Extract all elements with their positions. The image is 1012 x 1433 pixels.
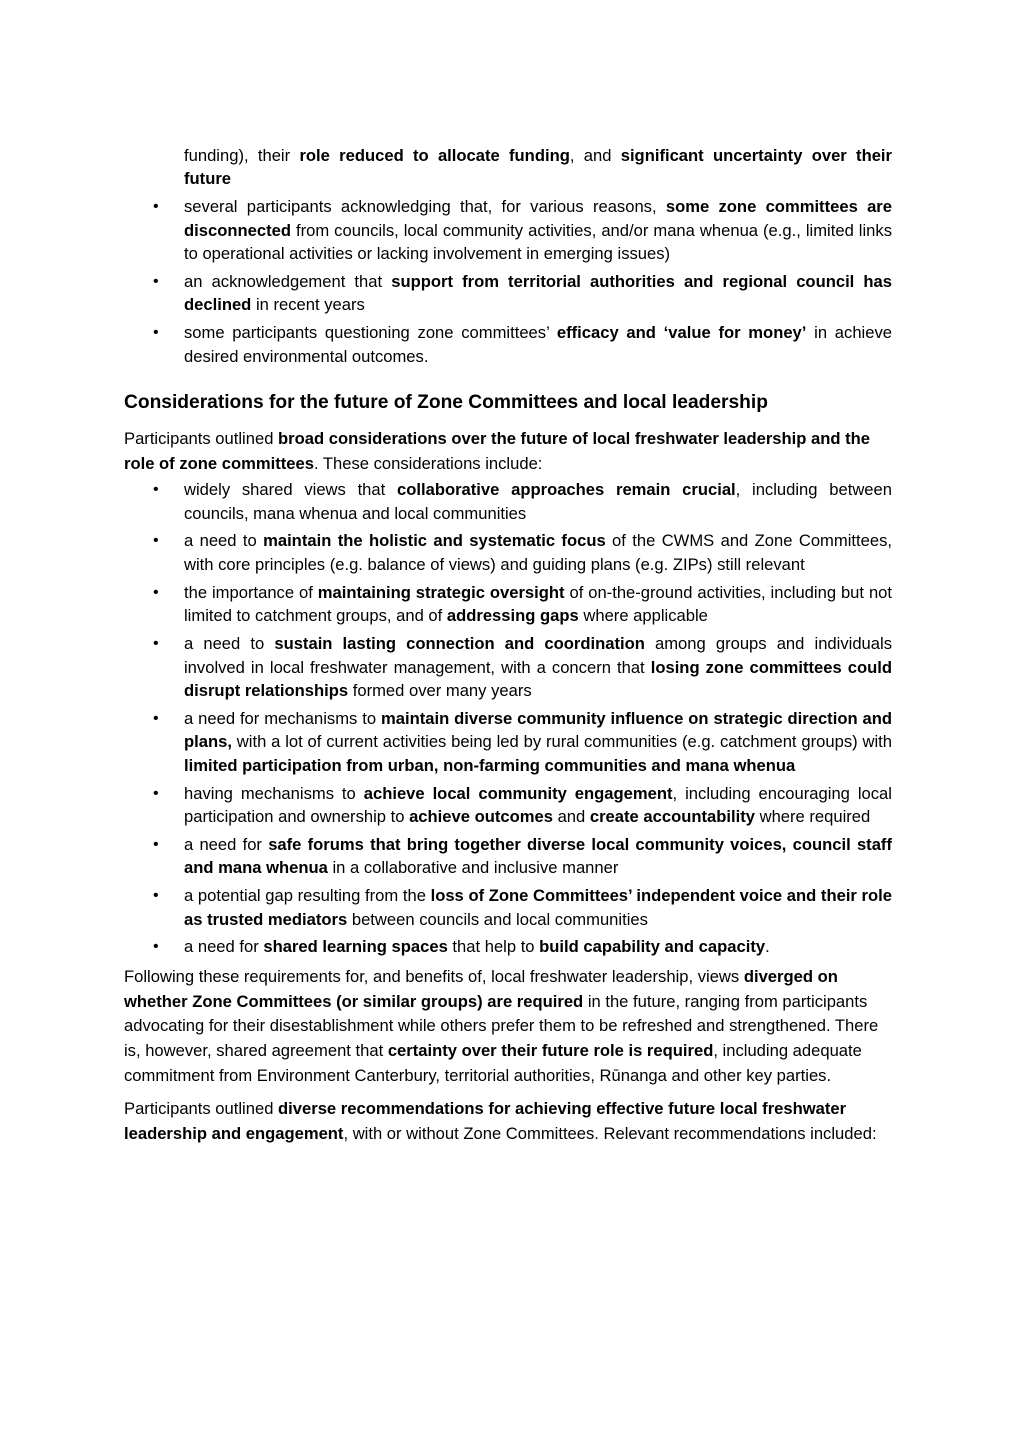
list-item — [124, 833, 892, 880]
body-text: Participants outlined — [124, 429, 279, 449]
body-text: , and — [569, 146, 621, 165]
body-text: some participants questioning zone committees’ — [184, 323, 557, 343]
challenges-list — [124, 195, 892, 368]
body-text: formed over many years — [348, 680, 532, 700]
emphasis-text: loss of Zone Committees’ independent voice and their role as trusted mediators — [184, 886, 892, 929]
emphasis-text: maintain the holistic and systematic focus — [263, 531, 606, 551]
body-text: a need for mechanisms to — [184, 708, 381, 728]
body-text: an acknowledgement that — [184, 272, 392, 292]
emphasis-text: sustain lasting connection and coordination — [274, 634, 645, 654]
body-text: several participants acknowledging that, for various reasons, — [184, 197, 666, 217]
emphasis-text: create accountability — [589, 806, 755, 826]
list-item — [124, 478, 892, 525]
body-text: with a lot of current activities being led by rural communities (e.g. catchment groups) with — [231, 732, 892, 752]
body-text: , including between councils, mana whenua and local communities — [184, 480, 892, 523]
emphasis-text: significant uncertainty over their future — [184, 146, 893, 189]
section-heading: Considerations for the future of Zone Committees and local leadership — [124, 392, 768, 414]
body-text: in a collaborative and inclusive manner — [327, 858, 619, 878]
emphasis-text: efficacy and ‘value for money’ — [556, 323, 807, 343]
emphasis-text: maintain diverse community influence on strategic direction and plans, — [184, 708, 892, 752]
body-text: in recent years — [251, 295, 365, 315]
emphasis-text: achieve local community engagement — [363, 783, 673, 803]
list-item — [124, 935, 892, 958]
body-text: Following these requirements for, and benefits of, local freshwater leadership, views — [124, 966, 744, 986]
body-text: from councils, local community activities, and/or mana whenua (e.g., limited links to operational activities or lacking involvement in emerging issues) — [184, 220, 892, 264]
body-text: a need for — [184, 937, 264, 957]
body-text: in achieve desired environmental outcomes. — [184, 323, 892, 366]
continued-bullet-text — [124, 144, 892, 191]
body-text: . These considerations include: — [313, 454, 543, 474]
body-text: where required — [754, 806, 871, 826]
list-item — [124, 632, 892, 702]
emphasis-text: addressing gaps — [446, 606, 579, 626]
list-item — [124, 195, 892, 265]
body-text: among groups and individuals involved in local freshwater management, with a concern that — [184, 634, 892, 677]
body-text: in the future, ranging from participants advocating for their disestablishment while others prefer them to be refreshed and strengthened. There is, however, shared agreement that — [124, 991, 879, 1061]
body-text: Participants outlined — [124, 1098, 279, 1118]
body-text: , including adequate commitment from Environment Canterbury, territorial authorities, Rūnanga and other key parties. — [124, 1041, 862, 1086]
list-item — [124, 782, 892, 829]
considerations-list — [124, 478, 892, 959]
body-text: that help to — [447, 937, 540, 957]
body-text: of the CWMS and Zone Committees, with core principles (e.g. balance of views) and guiding plans (e.g. ZIPs) still relevant — [184, 531, 892, 574]
list-item — [124, 270, 892, 317]
body-text: a potential gap resulting from the — [184, 886, 431, 906]
emphasis-text: diverse recommendations for achieving effective future local freshwater leadership and engagement — [124, 1098, 847, 1143]
emphasis-text: role reduced to allocate funding — [299, 146, 570, 165]
list-item — [124, 321, 892, 368]
emphasis-text: certainty over their future role is required — [387, 1041, 714, 1061]
emphasis-text: support from territorial authorities and regional council has declined — [184, 272, 892, 315]
emphasis-text: shared learning spaces — [263, 937, 448, 957]
body-text: and — [552, 806, 590, 826]
emphasis-text: maintaining strategic oversight — [317, 582, 565, 602]
body-text: of on-the-ground activities, including but not limited to catchment groups, and of — [184, 582, 893, 626]
body-text: where applicable — [578, 606, 708, 626]
body-text: funding), their — [184, 146, 300, 165]
emphasis-text: collaborative approaches remain crucial — [397, 480, 736, 500]
body-text: . — [765, 937, 770, 957]
body-text: the importance of — [184, 582, 318, 602]
list-item — [124, 884, 892, 931]
body-text: having mechanisms to — [184, 783, 364, 803]
emphasis-text: safe forums that bring together diverse local community voices, council staff and mana whenua — [184, 834, 892, 878]
list-item — [124, 707, 892, 777]
emphasis-text: losing zone committees could disrupt relationships — [184, 657, 892, 700]
emphasis-text: limited participation from urban, non-farming communities and mana whenua — [184, 755, 796, 775]
emphasis-text: broad considerations over the future of local freshwater leadership and the role of zone committees — [124, 429, 871, 474]
body-text: a need for — [184, 834, 269, 854]
emphasis-text: achieve outcomes — [409, 806, 553, 826]
list-item — [124, 581, 892, 628]
emphasis-text: diverged on whether Zone Committees (or similar groups) are required — [124, 966, 838, 1011]
body-text: , with or without Zone Committees. Relevant recommendations included: — [343, 1123, 877, 1143]
page-content — [124, 144, 892, 1154]
emphasis-text: build capability and capacity — [539, 937, 766, 957]
paragraph-zone-committee-views — [124, 965, 892, 1089]
body-text: a need to — [184, 634, 275, 654]
considerations-intro — [124, 426, 892, 476]
body-text: widely shared views that — [184, 480, 397, 500]
body-text: a need to — [184, 531, 264, 551]
list-item — [124, 529, 892, 576]
emphasis-text: some zone committees are disconnected — [184, 197, 892, 240]
body-text: between councils and local communities — [347, 909, 648, 929]
paragraph-recommendations — [124, 1097, 892, 1147]
body-text: , including encouraging local participation and ownership to — [184, 783, 892, 826]
